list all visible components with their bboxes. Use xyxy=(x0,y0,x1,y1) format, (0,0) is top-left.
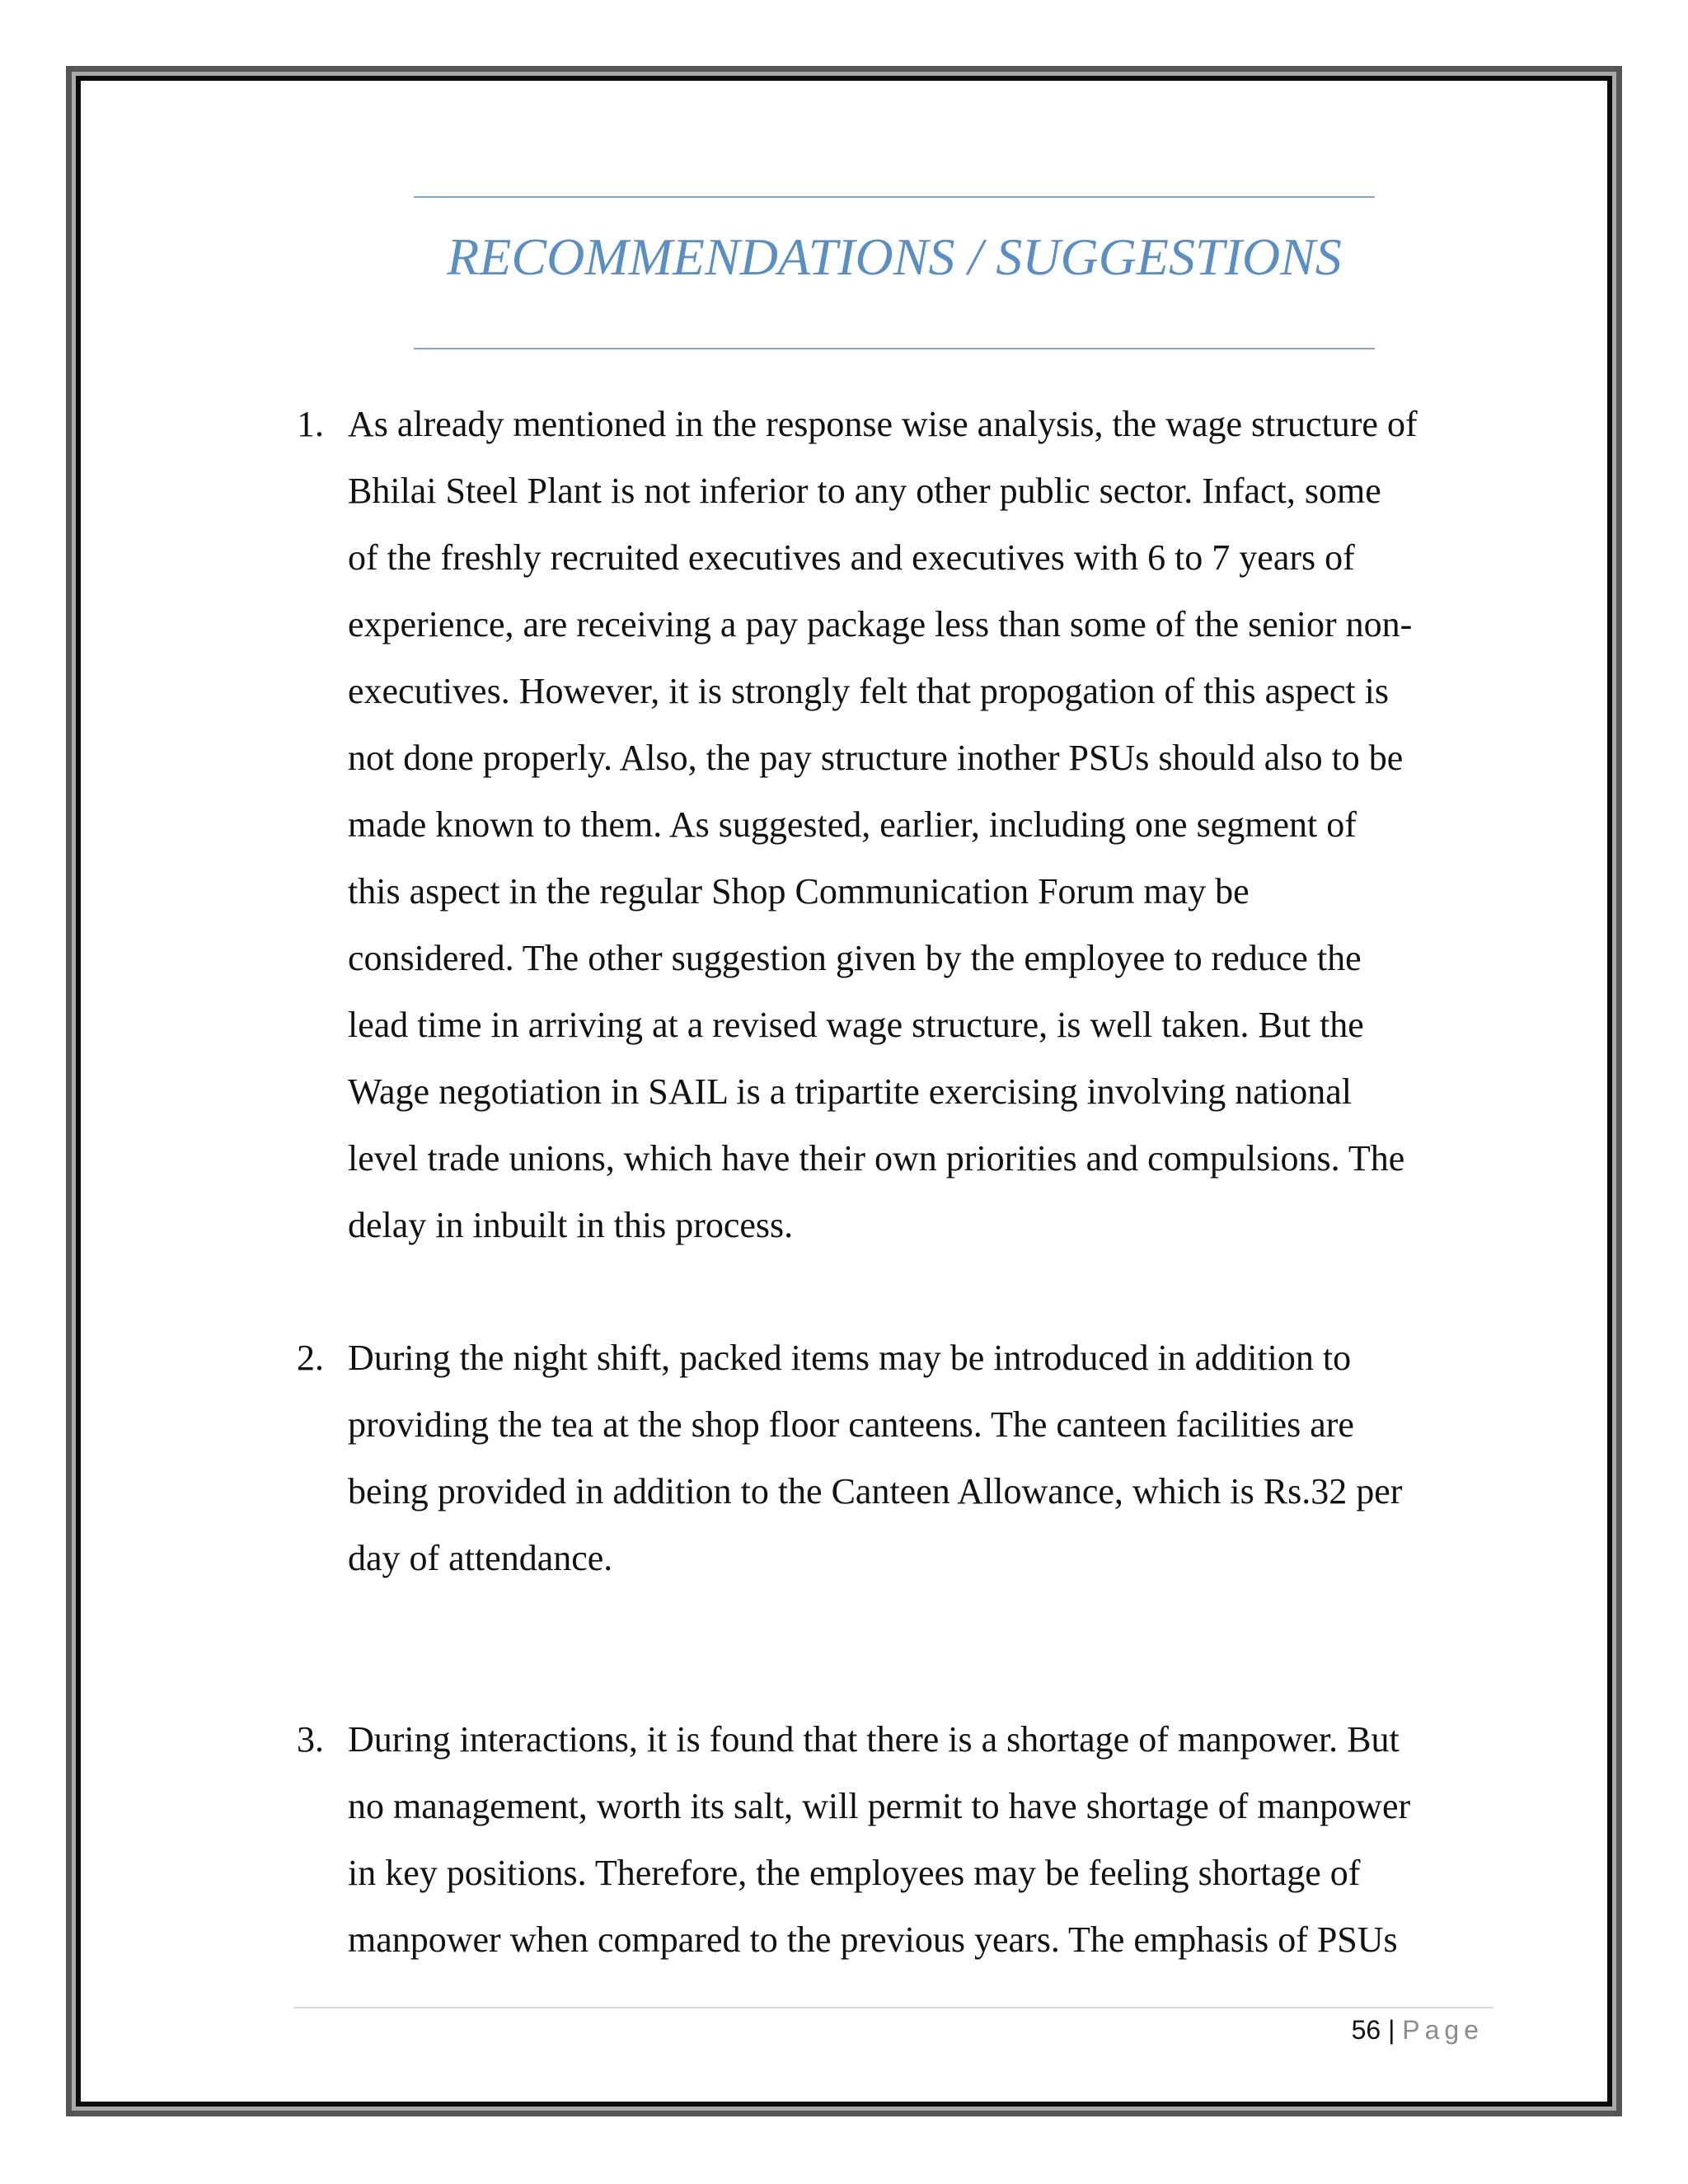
footer-separator: | xyxy=(1388,2015,1395,2045)
title-rule-bottom xyxy=(414,348,1375,349)
item-text xyxy=(348,391,1688,1258)
footer-rule xyxy=(293,2007,1493,2008)
text-line: As already mentioned in the response wise analysis, the wage structure of xyxy=(348,404,1418,444)
text-line: Wage negotiation in SAIL is a tripartite exercising involving national xyxy=(348,1071,1352,1112)
text-line: During the night shift, packed items may be introduced in addition to xyxy=(348,1338,1352,1378)
text-line: made known to them. As suggested, earlier, including one segment of xyxy=(348,804,1357,845)
text-line: being provided in addition to the Canteen Allowance, which is Rs.32 per xyxy=(348,1471,1403,1511)
text-line: delay in inbuilt in this process. xyxy=(348,1205,794,1245)
text-line: this aspect in the regular Shop Communication Forum may be xyxy=(348,871,1250,912)
title-rule-top xyxy=(414,196,1375,198)
item-number: 3. xyxy=(297,1719,324,1760)
text-line: experience, are receiving a pay package less than some of the senior non- xyxy=(348,604,1413,644)
text-line: executives. However, it is strongly felt that propogation of this aspect is xyxy=(348,671,1389,711)
item-number: 2. xyxy=(297,1338,324,1378)
text-line: Bhilai Steel Plant is not inferior to any other public sector. Infact, some xyxy=(348,471,1381,511)
page-word: Page xyxy=(1402,2015,1484,2045)
text-line: providing the tea at the shop floor canteens. The canteen facilities are xyxy=(348,1404,1354,1445)
page-title: RECOMMENDATIONS / SUGGESTIONS xyxy=(447,227,1342,286)
text-line: manpower when compared to the previous years. The emphasis of PSUs xyxy=(348,1919,1398,1960)
text-line: of the freshly recruited executives and executives with 6 to 7 years of xyxy=(348,537,1355,578)
text-line: lead time in arriving at a revised wage structure, is well taken. But the xyxy=(348,1005,1364,1045)
text-line: During interactions, it is found that there is a shortage of manpower. But xyxy=(348,1719,1400,1760)
text-line: day of attendance. xyxy=(348,1538,613,1578)
page-footer xyxy=(1236,2011,1484,2049)
text-line: not done properly. Also, the pay structure inother PSUs should also to be xyxy=(348,738,1404,778)
text-line: considered. The other suggestion given by the employee to reduce the xyxy=(348,938,1362,978)
text-line: level trade unions, which have their own priorities and compulsions. The xyxy=(348,1138,1405,1179)
item-text xyxy=(348,1706,1688,1973)
text-line: no management, worth its salt, will permit to have shortage of manpower xyxy=(348,1786,1411,1826)
item-text xyxy=(348,1324,1688,1591)
page-number: 56 xyxy=(1351,2015,1381,2045)
text-line: in key positions. Therefore, the employees may be feeling shortage of xyxy=(348,1853,1361,1893)
item-number: 1. xyxy=(297,404,324,444)
